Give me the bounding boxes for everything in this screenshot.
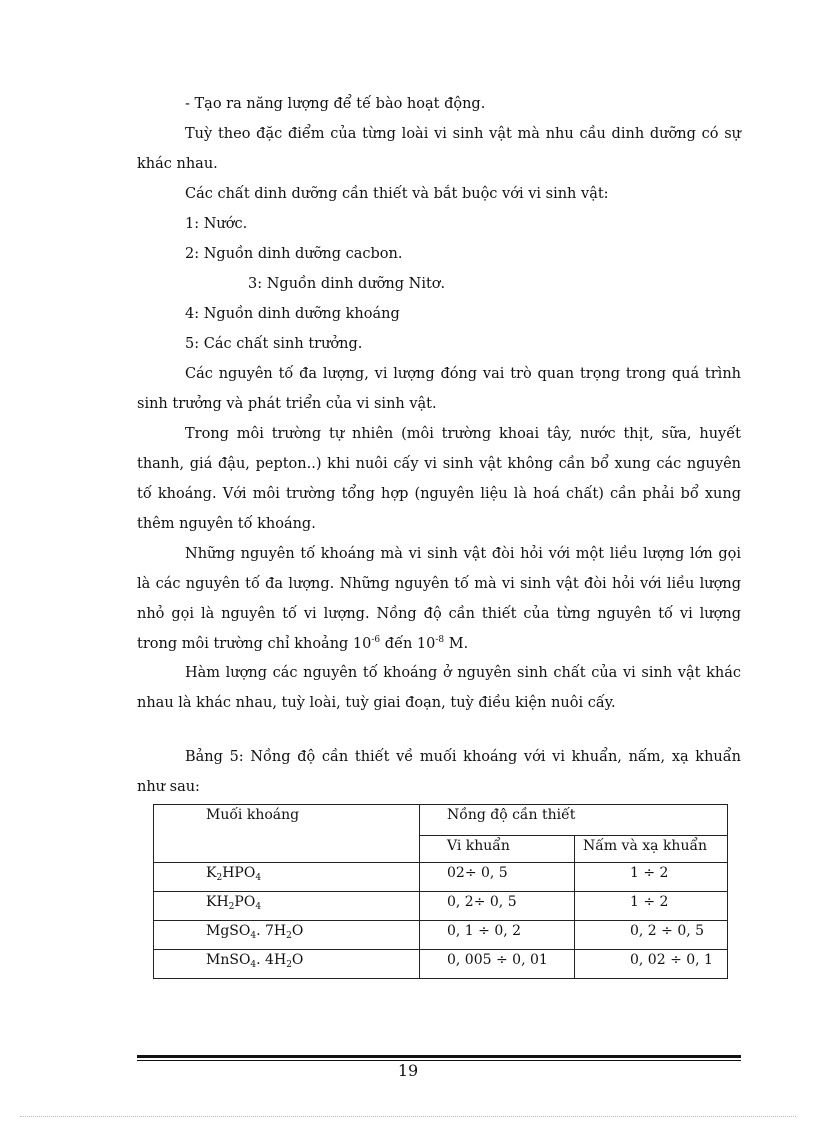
- list-item-nitrogen: 3: Nguồn dinh dưỡng Nitơ.: [248, 276, 446, 292]
- fungi-cell: 1 ÷ 2: [575, 892, 728, 921]
- list-item-carbon: 2: Nguồn dinh dưỡng cacbon.: [185, 246, 403, 262]
- fungi-cell: 0, 2 ÷ 0, 5: [575, 921, 728, 950]
- exponent-minus-6: -6: [371, 635, 381, 645]
- list-item-growth-factors: 5: Các chất sinh trưởng.: [185, 336, 363, 352]
- salt-cell: MgSO$_4$. $7H_2O$: [154, 921, 420, 950]
- table-row: [154, 892, 728, 921]
- table-caption: Bảng 5: Nồng độ cần thiết về muối khoáng với vi khuẩn, nấm, xạ khuẩn như sau:: [137, 749, 741, 795]
- salt-cell: $K_2HPO_4$: [154, 863, 420, 892]
- paragraph-mineral-text: Những nguyên tố khoáng mà vi sinh vật đòi hỏi với một liều lượng lớn gọi là các nguyên tố đa lượng. Những nguyên tố mà vi sinh vật đòi hỏi với liều lượng nhỏ gọi là nguyên tố vi lượng. Nồng độ cần thiết của từng nguyên tố vi lượng trong môi trường chỉ khoảng 10: [137, 546, 741, 652]
- paragraph-mineral-mid: đến 10: [380, 636, 436, 652]
- paragraph-mineral-content: Hàm lượng các nguyên tố khoáng ở nguyên sinh chất của vi sinh vật khác nhau là khác nhau, tuỳ loài, tuỳ giai đoạn, tuỳ điều kiện nuôi cấy.: [137, 665, 741, 711]
- page-number: 19: [397, 1061, 419, 1080]
- salt-cell: MnSO$_4$. $4H_2O$: [154, 950, 420, 979]
- exponent-minus-8: -8: [435, 635, 445, 645]
- list-item-mineral: 4: Nguồn dinh dưỡng khoáng: [185, 306, 400, 322]
- paragraph-natural-medium: Trong môi trường tự nhiên (môi trường khoai tây, nước thịt, sữa, huyết thanh, giá đậu, pepton..) khi nuôi cấy vi sinh vật không cần bổ xung các nguyên tố khoáng. Với môi trường tổng hợp (nguyên liệu là hoá chất) cần phải bổ xung thêm nguyên tố khoáng.: [137, 426, 741, 532]
- footer-rule-thick: [137, 1055, 741, 1058]
- bacteria-cell: 0, 005 ÷ 0, 01: [420, 950, 575, 979]
- page-bottom-dotted-line: [20, 1116, 796, 1117]
- fungi-cell: 0, 02 ÷ 0, 1: [575, 950, 728, 979]
- paragraph-nutrition-needs: Tuỳ theo đặc điểm của từng loài vi sinh vật mà nhu cầu dinh dưỡng có sự khác nhau.: [137, 126, 741, 172]
- salt-cell: $KH_2PO_4$: [154, 892, 420, 921]
- table-row: [154, 950, 728, 979]
- paragraph-energy: - Tạo ra năng lượng để tế bào hoạt động.: [185, 96, 486, 112]
- bacteria-cell: 0, 2÷ 0, 5: [420, 892, 575, 921]
- paragraph-macro-micro: Các nguyên tố đa lượng, vi lượng đóng vai trò quan trọng trong quá trình sinh trưởng và phát triển của vi sinh vật.: [137, 366, 741, 412]
- table-row: [154, 921, 728, 950]
- fungi-cell: 1 ÷ 2: [575, 863, 728, 892]
- bacteria-cell: 02÷ 0, 5: [420, 863, 575, 892]
- paragraph-mineral-definitions: [137, 539, 741, 659]
- paragraph-mineral-end: M.: [444, 636, 469, 652]
- header-required-concentration: Nồng độ cần thiết: [420, 805, 728, 836]
- mineral-salt-table: [153, 804, 728, 979]
- paragraph-required-nutrients: Các chất dinh dưỡng cần thiết và bắt buộc với vi sinh vật:: [185, 186, 609, 202]
- table-header-row: [154, 805, 728, 836]
- header-fungi-actinomycetes: Nấm và xạ khuẩn: [575, 836, 728, 863]
- list-item-water: 1: Nước.: [185, 216, 248, 232]
- bacteria-cell: 0, 1 ÷ 0, 2: [420, 921, 575, 950]
- table-row: [154, 863, 728, 892]
- header-bacteria: Vi khuẩn: [420, 836, 575, 863]
- header-mineral-salt: Muối khoáng: [154, 805, 420, 863]
